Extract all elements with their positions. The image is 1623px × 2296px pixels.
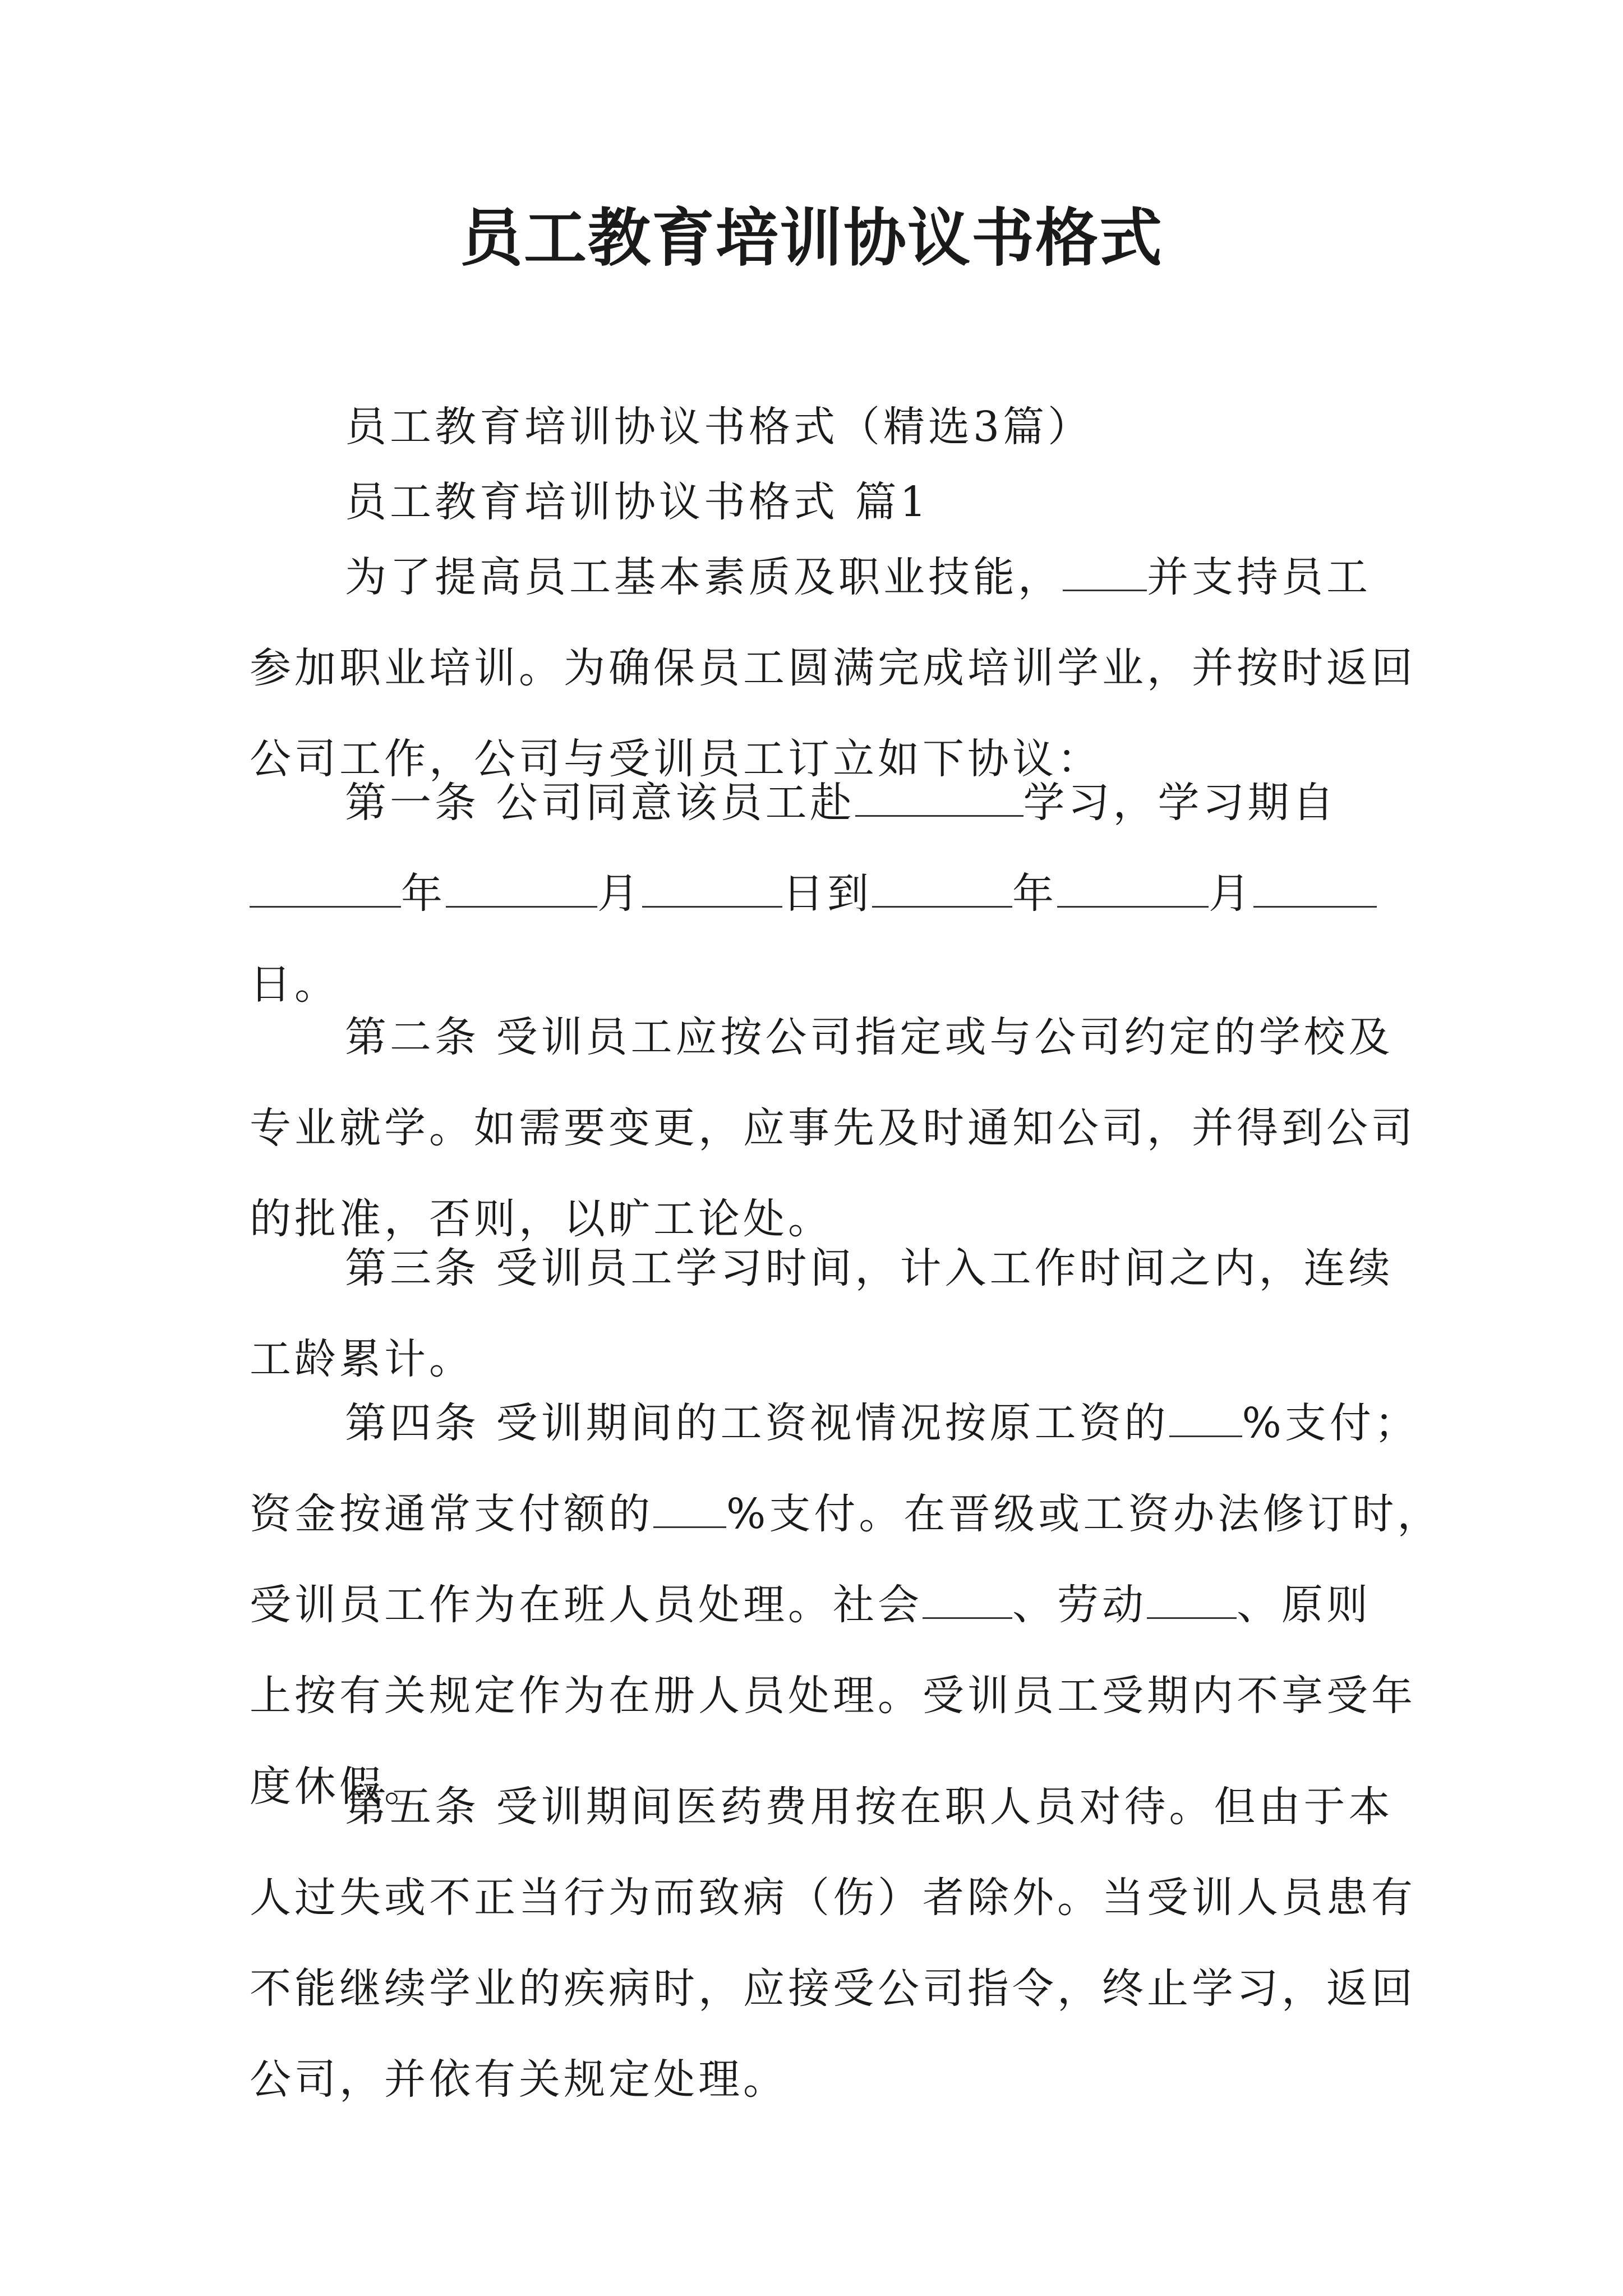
article-3-line-1: 第三条 受训员工学习时间，计入工作时间之内，连续 [345, 1244, 1394, 1292]
article-4-text: 资金按通常支付额的 [250, 1490, 653, 1538]
blank-field [1057, 867, 1209, 908]
article-4-text: %支付。在晋级或工资办法修订时， [726, 1490, 1442, 1538]
article-2-line-3: 的批准，否则，以旷工论处。 [250, 1195, 833, 1243]
article-1-text: 学习，学习期自 [1023, 779, 1338, 827]
article-4-line-3 [250, 1559, 1394, 1650]
article-5-line-4: 公司，并依有关规定处理。 [250, 2055, 788, 2104]
section-heading-text: 员工教育培训协议书格式 篇1 [345, 478, 930, 526]
day-to-label: 日到 [782, 869, 872, 918]
blank-field [1063, 550, 1147, 591]
article-4-line-4: 上按有关规定作为在册人员处理。受训员工受期内不享受年 [250, 1672, 1416, 1720]
article-3-line-2: 工龄累计。 [250, 1335, 474, 1383]
article-4-text: 、劳动 [1012, 1581, 1147, 1629]
article-4-line-5: 度休假。 [250, 1763, 429, 1811]
year-label: 年 [1012, 869, 1057, 918]
paragraph-article-1 [250, 757, 1394, 1030]
blank-field [653, 1487, 726, 1528]
intro-line-3: 公司工作，公司与受训员工订立如下协议： [250, 735, 1102, 783]
intro-line-2: 参加职业培训。为确保员工圆满完成培训学业，并按时返回 [250, 644, 1416, 692]
article-4-line-1 [250, 1378, 1419, 1469]
article-4-line-2 [250, 1469, 1442, 1559]
year-label: 年 [401, 869, 446, 918]
month-label: 月 [597, 869, 642, 918]
article-1-text: 第一条 公司同意该员工赴 [345, 779, 855, 827]
blank-field [1253, 867, 1377, 908]
article-1-line-3: 日。 [250, 960, 339, 1009]
article-1-line-2 [250, 848, 1394, 939]
blank-field [872, 867, 1012, 908]
intro-line-1 [250, 532, 1394, 623]
intro-text: 并支持员工 [1147, 553, 1371, 601]
article-2-line-1: 第二条 受训员工应按公司指定或与公司约定的学校及 [345, 1013, 1394, 1061]
blank-field [446, 867, 597, 908]
blank-field [1147, 1578, 1237, 1619]
blank-field [855, 776, 1023, 817]
blank-field [250, 867, 401, 908]
article-4-text: %支付； [1242, 1399, 1419, 1447]
blank-field [1169, 1396, 1242, 1437]
article-5-line-2: 人过失或不正当行为而致病（伤）者除外。当受训人员患有 [250, 1874, 1416, 1922]
month-label: 月 [1209, 869, 1253, 918]
article-2-line-2: 专业就学。如需要变更，应事先及时通知公司，并得到公司 [250, 1104, 1416, 1152]
article-5-line-1: 第五条 受训期间医药费用按在职人员对待。但由于本 [345, 1783, 1394, 1831]
intro-text: 为了提高员工基本素质及职业技能， [345, 553, 1063, 601]
article-4-text: 受训员工作为在班人员处理。社会 [250, 1581, 923, 1629]
blank-field [642, 867, 782, 908]
article-5-line-3: 不能继续学业的疾病时，应接受公司指令，终止学习，返回 [250, 1964, 1416, 2013]
paragraph-article-5 [250, 1761, 1416, 2125]
document-title: 员工教育培训协议书格式 [460, 201, 1163, 275]
article-4-text: 、原则 [1237, 1581, 1371, 1629]
subtitle-text: 员工教育培训协议书格式（精选3篇） [345, 403, 1093, 451]
article-1-line-1 [250, 757, 1394, 848]
article-4-text: 第四条 受训期间的工资视情况按原工资的 [345, 1399, 1169, 1447]
blank-field [923, 1578, 1012, 1619]
